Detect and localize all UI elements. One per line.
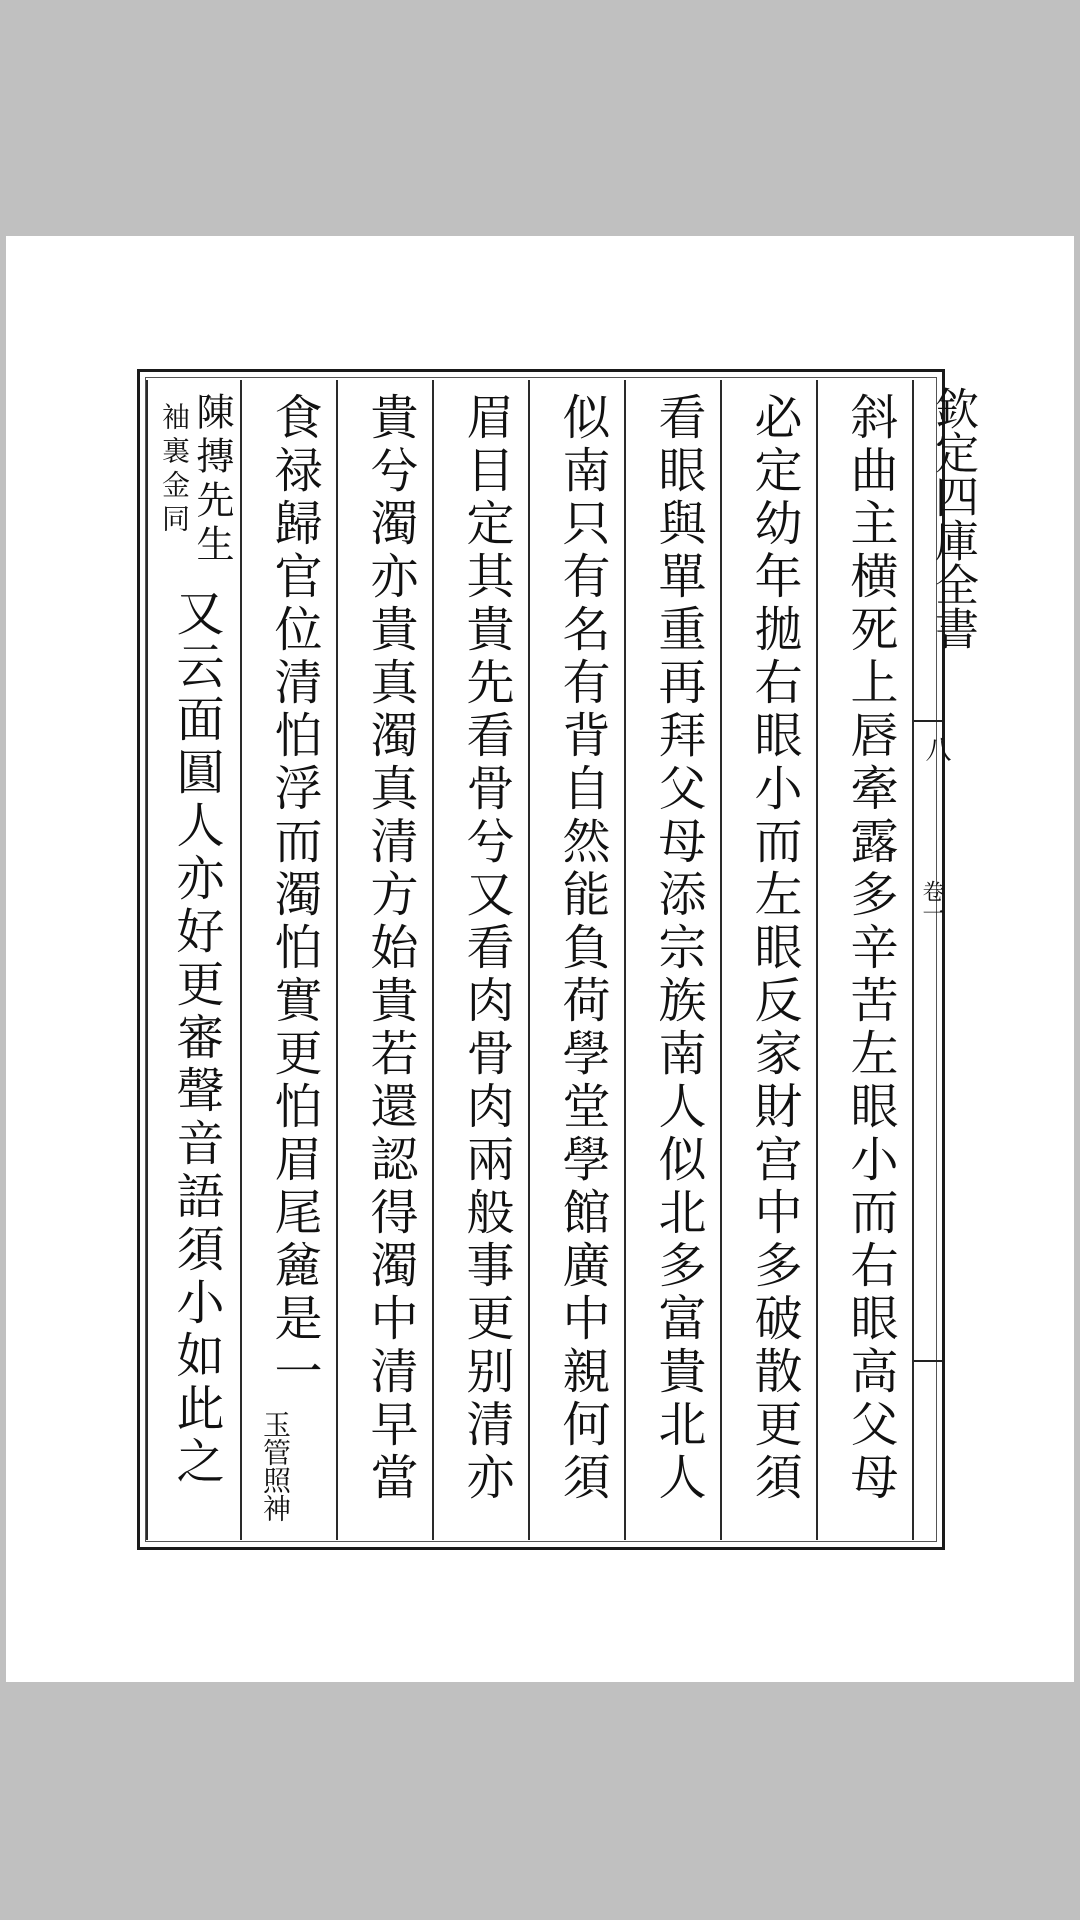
margin-rule (914, 720, 942, 722)
text-column-6 (336, 380, 432, 1540)
column-text: 眉目定其貴先看骨兮又看肉骨肉兩般事更别清亦 (458, 392, 514, 1505)
text-column-1 (816, 380, 912, 1540)
text-column-8 (146, 380, 240, 1540)
text-column-5 (432, 380, 528, 1540)
text-frame (137, 369, 978, 1550)
column-text: 必定幼年拋右眼小而左眼反家財宫中多破散更須 (746, 392, 802, 1505)
column-text: 又云面圓人亦好更審聲音語須小如此之 (168, 588, 224, 1489)
column-text: 食禄歸官位清怕浮而濁怕實更怕眉尾麄是一 (266, 392, 322, 1399)
text-column-2 (720, 380, 816, 1540)
margin-column (912, 380, 978, 1540)
text-column-7 (240, 380, 336, 1540)
source-note: 袖裏金同 (158, 402, 191, 538)
margin-rule-lower (914, 1360, 942, 1362)
text-column-3 (624, 380, 720, 1540)
folio-number: 八 (921, 736, 951, 762)
column-text: 斜曲主横死上唇牽露多辛苦左眼小而右眼高父母 (842, 392, 898, 1505)
juan-label: 卷一 (919, 880, 944, 924)
author-note: 陳摶先生 (190, 392, 234, 568)
book-title: 欽定四庫全書 (927, 386, 978, 650)
text-column-4 (528, 380, 624, 1540)
interlinear-note: 玉管照神 (259, 1410, 292, 1522)
column-text: 看眼與單重再拜父母添宗族南人似北多富貴北人 (650, 392, 706, 1505)
column-text: 似南只有名有背自然能負荷學堂學館廣中親何須 (554, 392, 610, 1505)
column-text: 貴兮濁亦貴真濁真清方始貴若還認得濁中清早當 (362, 392, 418, 1505)
